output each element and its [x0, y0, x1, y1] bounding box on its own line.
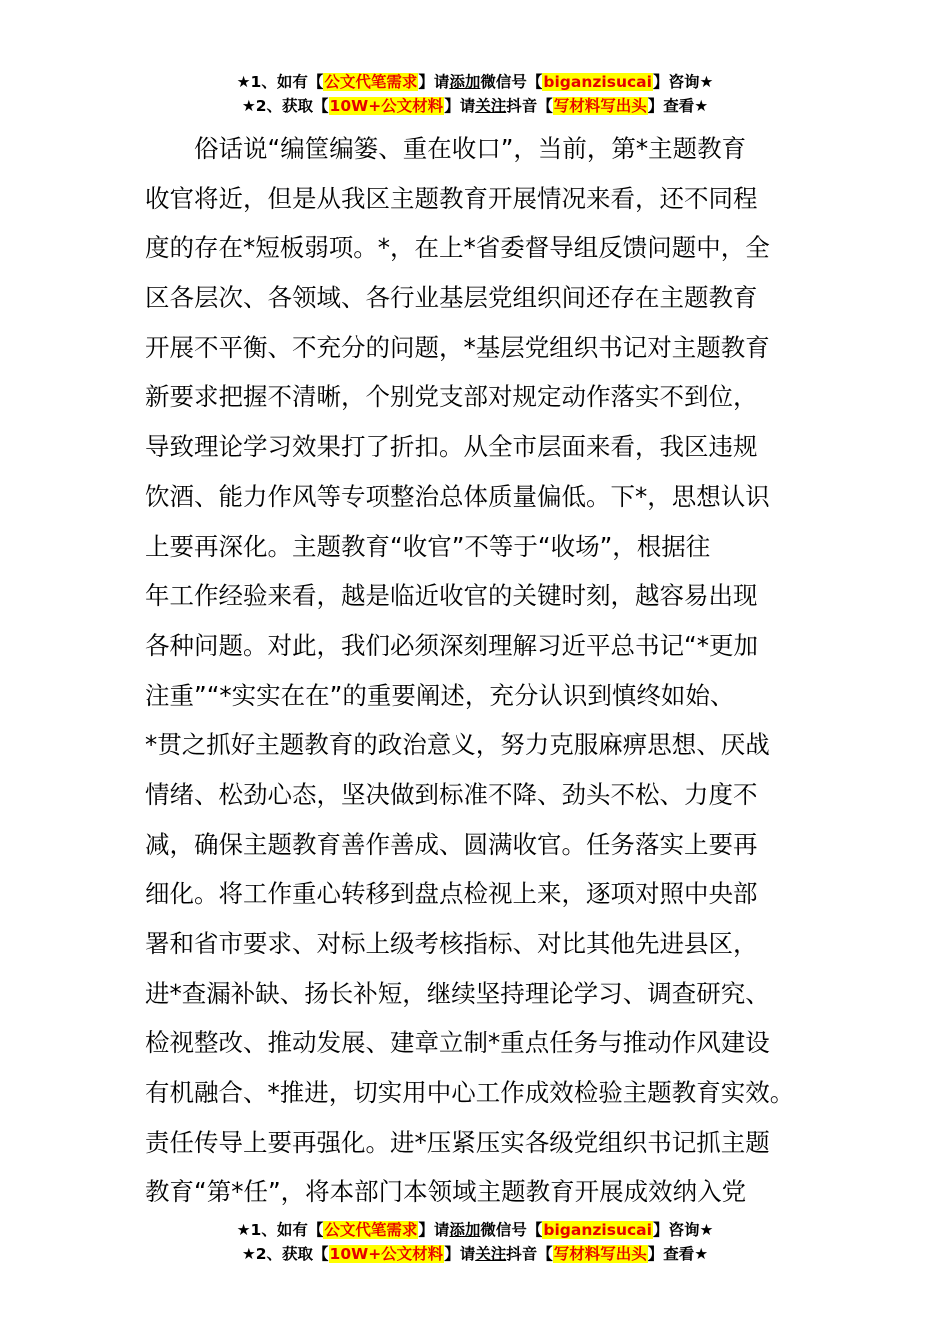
promo-highlight: 公文代笔需求 — [324, 1221, 418, 1239]
promo-underlined: 添加 — [449, 1221, 481, 1239]
promo-text: 】请 — [444, 1245, 476, 1263]
promo-text: 抖音【 — [506, 97, 553, 115]
document-body — [145, 124, 825, 1217]
promo-text: ★2、获取【 — [241, 97, 329, 115]
body-line: 有机融合、*推进，切实用中心工作成效检验主题教育实效。 — [145, 1078, 795, 1108]
promo-highlight: 10W+公文材料 — [329, 97, 444, 115]
body-line: 饮酒、能力作风等专项整治总体质量偏低。下*，思想认识 — [145, 481, 770, 511]
body-line: 区各层次、各领域、各行业基层党组织间还存在主题教育 — [145, 283, 758, 313]
body-line: 新要求把握不清晰，个别党支部对规定动作落实不到位， — [145, 382, 758, 412]
body-line: 年工作经验来看，越是临近收官的关键时刻，越容易出现 — [145, 581, 758, 611]
promo-line-1 — [0, 70, 950, 94]
promo-text: 微信号【 — [480, 73, 543, 91]
promo-underlined: 关注 — [475, 97, 507, 115]
body-line: 收官将近，但是从我区主题教育开展情况来看，还不同程 — [145, 183, 758, 213]
body-line: 注重”“*实实在在”的重要阐述，充分认识到慎终如始、 — [145, 680, 735, 710]
promo-underlined: 关注 — [475, 1245, 507, 1263]
promo-text: 】咨询★ — [652, 1221, 714, 1239]
body-line: 教育“第*任”，将本部门本领域主题教育开展成效纳入党 — [145, 1177, 747, 1207]
promo-underlined: 添加 — [449, 73, 481, 91]
body-line: *贯之抓好主题教育的政治意义，努力克服麻痹思想、厌战 — [145, 730, 770, 760]
body-line: 上要再深化。主题教育“收官”不等于“收场”，根据往 — [145, 531, 711, 561]
bottom-promo-banner — [0, 1218, 950, 1266]
body-line: 各种问题。对此，我们必须深刻理解习近平总书记“*更加 — [145, 630, 758, 660]
body-line: 责任传导上要再强化。进*压紧压实各级党组织书记抓主题 — [145, 1127, 770, 1157]
body-line: 俗话说“编筐编篓、重在收口”，当前，第*主题教育 — [145, 134, 747, 163]
body-line: 细化。将工作重心转移到盘点检视上来，逐项对照中央部 — [145, 879, 758, 909]
promo-text: 】请 — [418, 1221, 450, 1239]
body-line: 情绪、松劲心态，坚决做到标准不降、劲头不松、力度不 — [145, 779, 758, 809]
body-line: 减，确保主题教育善作善成、圆满收官。任务落实上要再 — [145, 829, 758, 859]
promo-text: ★1、如有【 — [236, 73, 324, 91]
body-line: 检视整改、推动发展、建章立制*重点任务与推动作风建设 — [145, 1028, 770, 1058]
body-line: 度的存在*短板弱项。*，在上*省委督导组反馈问题中，全 — [145, 233, 770, 263]
promo-highlight-douyin: 写材料写出头 — [553, 97, 647, 115]
promo-text: 】查看★ — [647, 1245, 709, 1263]
promo-highlight-wechat-id: biganzisucai — [543, 73, 652, 91]
promo-text: 】咨询★ — [652, 73, 714, 91]
promo-highlight: 公文代笔需求 — [324, 73, 418, 91]
promo-text: 】请 — [418, 73, 450, 91]
promo-text: 微信号【 — [480, 1221, 543, 1239]
promo-line-1 — [0, 1218, 950, 1242]
top-promo-banner — [0, 70, 950, 118]
promo-highlight-douyin: 写材料写出头 — [553, 1245, 647, 1263]
body-line: 进*查漏补缺、扬长补短，继续坚持理论学习、调查研究、 — [145, 978, 770, 1008]
promo-text: ★1、如有【 — [236, 1221, 324, 1239]
promo-line-2 — [0, 1242, 950, 1266]
promo-text: 抖音【 — [506, 1245, 553, 1263]
promo-text: ★2、获取【 — [241, 1245, 329, 1263]
promo-highlight: 10W+公文材料 — [329, 1245, 444, 1263]
promo-line-2 — [0, 94, 950, 118]
promo-highlight-wechat-id: biganzisucai — [543, 1221, 652, 1239]
body-line: 开展不平衡、不充分的问题，*基层党组织书记对主题教育 — [145, 332, 770, 362]
promo-text: 】请 — [444, 97, 476, 115]
body-line: 导致理论学习效果打了折扣。从全市层面来看，我区违规 — [145, 432, 758, 462]
body-line: 署和省市要求、对标上级考核指标、对比其他先进县区， — [145, 929, 758, 958]
promo-text: 】查看★ — [647, 97, 709, 115]
